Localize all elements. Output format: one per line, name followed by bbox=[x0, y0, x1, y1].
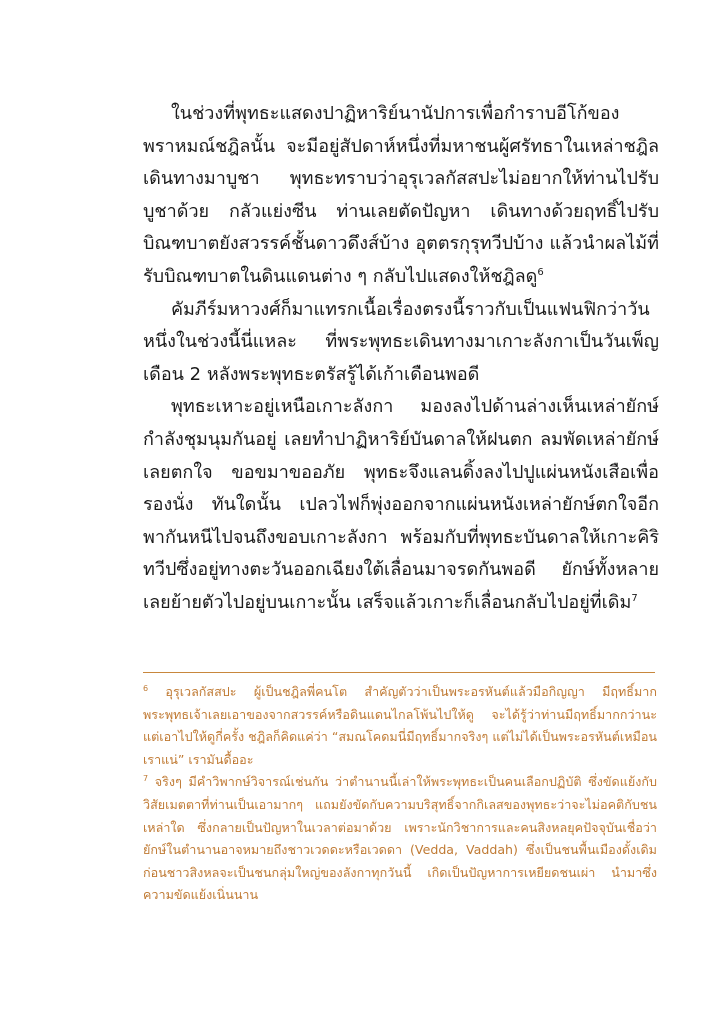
footnote-6 bbox=[143, 681, 657, 771]
footnote-6-number: 6 bbox=[143, 683, 149, 693]
paragraph-3-text: พุทธะเหาะอยู่เหนือเกาะลังกา มองลงไปด้านล่างเห็นเหล่ายักษ์กำลังชุมนุมกันอยู่ เลยทำปาฏิหาริย์บันดาลให้ฝนตก ลมพัดเหล่ายักษ์เลยตกใจ ขอขมาขออภัย พุทธะจึงแลนดิ้งลงไปปูแผ่นหนังเสือเพื่อรองนั่ง ทันใดนั้น เปลวไฟก็พุ่งออกจากแผ่นหนังเหล่ายักษ์ตกใจอีก พากันหนีไปจนถึงขอบเกาะลังกา พร้อมกับที่พุทธะบันดาลให้เกาะคิริทวีปซึ่งอยู่ทางตะวันออกเฉียงใต้เลื่อนมาจรดกันพอดี ยักษ์ทั้งหลายเลยย้ายตัวไปอยู่บนเกาะนั้น เสร็จแล้วเกาะก็เลื่อนกลับไปอยู่ที่เดิม bbox=[143, 396, 659, 613]
footnote-ref-7[interactable]: 7 bbox=[631, 592, 638, 604]
paragraph-1-text: ในช่วงที่พุทธะแสดงปาฏิหาริย์นานัปการเพื่อกำราบอีโก้ของพราหมณ์ชฎิลนั้น จะมีอยู่สัปดาห์หนึ่งที่มหาชนผู้ศรัทธาในเหล่าชฎิลเดินทางมาบูชา พุทธะทราบว่าอุรุเวลกัสสปะไม่อยากให้ท่านไปรับบูชาด้วย กลัวแย่งซีน ท่านเลยตัดปัญหา เดินทางด้วยฤทธิ์ไปรับบิณฑบาตยังสวรรค์ชั้นดาวดึงส์บ้าง อุตตรกุรุทวีปบ้าง แล้วนำผลไม้ที่รับบิณฑบาตในดินแดนต่าง ๆ กลับไปแสดงให้ชฎิลดู bbox=[143, 103, 659, 287]
footnote-7-number: 7 bbox=[143, 774, 149, 784]
footnote-6-text: อุรุเวลกัสสปะ ผู้เป็นชฎิลพี่คนโต สำคัญตัวว่าเป็นพระอรหันต์แล้วมือกิญญา มีฤทธิ์มาก พระพุทธเจ้าเลยเอาของจากสวรรค์หรือดินแดนไกลโพ้นไปให้ดู จะได้รู้ว่าท่านมีฤทธิ์มากกว่านะ แต่เอาไปให้ดูกี่ครั้ง ชฎิลก็คิดแค่ว่า “สมณโคดมนี่มีฤทธิ์มากจริงๆ แต่ไม่ได้เป็นพระอรหันต์เหมือนเราแน่” เรามันดื้ออะ bbox=[143, 684, 657, 767]
paragraph-2 bbox=[143, 294, 659, 392]
body-text bbox=[143, 98, 659, 620]
footnote-ref-6[interactable]: 6 bbox=[537, 266, 544, 278]
paragraph-3 bbox=[143, 391, 659, 619]
footnote-7-text: จริงๆ มีคำวิพากษ์วิจารณ์เช่นกัน ว่าตำนานนี้เล่าให้พระพุทธะเป็นคนเลือกปฏิบัติ ซึ่งขัดแย้งกับวิสัยเมตตาที่ท่านเป็นเอามากๆ แถมยังขัดกับความบริสุทธิ์จากกิเลสของพุทธะว่าจะไม่อคติกับชนเหล่าใด ซึ่งกลายเป็นปัญหาในเวลาต่อมาด้วย เพราะนักวิชาการและคนสิงหลยุคปัจจุบันเชื่อว่า ยักษ์ในตำนานอาจหมายถึงชาวเวดดะหรือเวดดา (Vedda, Vaddah) ซึ่งเป็นชนพื้นเมืองดั้งเดิม ก่อนชาวสิงหลจะเป็นชนกลุ่มใหญ่ของลังกาทุกวันนี้ เกิดเป็นปัญหาการเหยียดชนเผ่า นำมาซึ่งความขัดแย้งเนิ่นนาน bbox=[143, 774, 657, 903]
footnote-divider bbox=[143, 672, 655, 673]
footnote-7 bbox=[143, 771, 657, 907]
footnotes-section bbox=[143, 681, 657, 907]
paragraph-1 bbox=[143, 98, 659, 294]
paragraph-2-text: คัมภีร์มหาวงศ์ก็มาแทรกเนื้อเรื่องตรงนี้ราวกับเป็นแฟนฟิกว่าวันหนึ่งในช่วงนี้นี่แหละ ที่พระพุทธะเดินทางมาเกาะลังกาเป็นวันเพ็ญเดือน 2 หลังพระพุทธะตรัสรู้ได้เก้าเดือนพอดี bbox=[143, 298, 659, 385]
